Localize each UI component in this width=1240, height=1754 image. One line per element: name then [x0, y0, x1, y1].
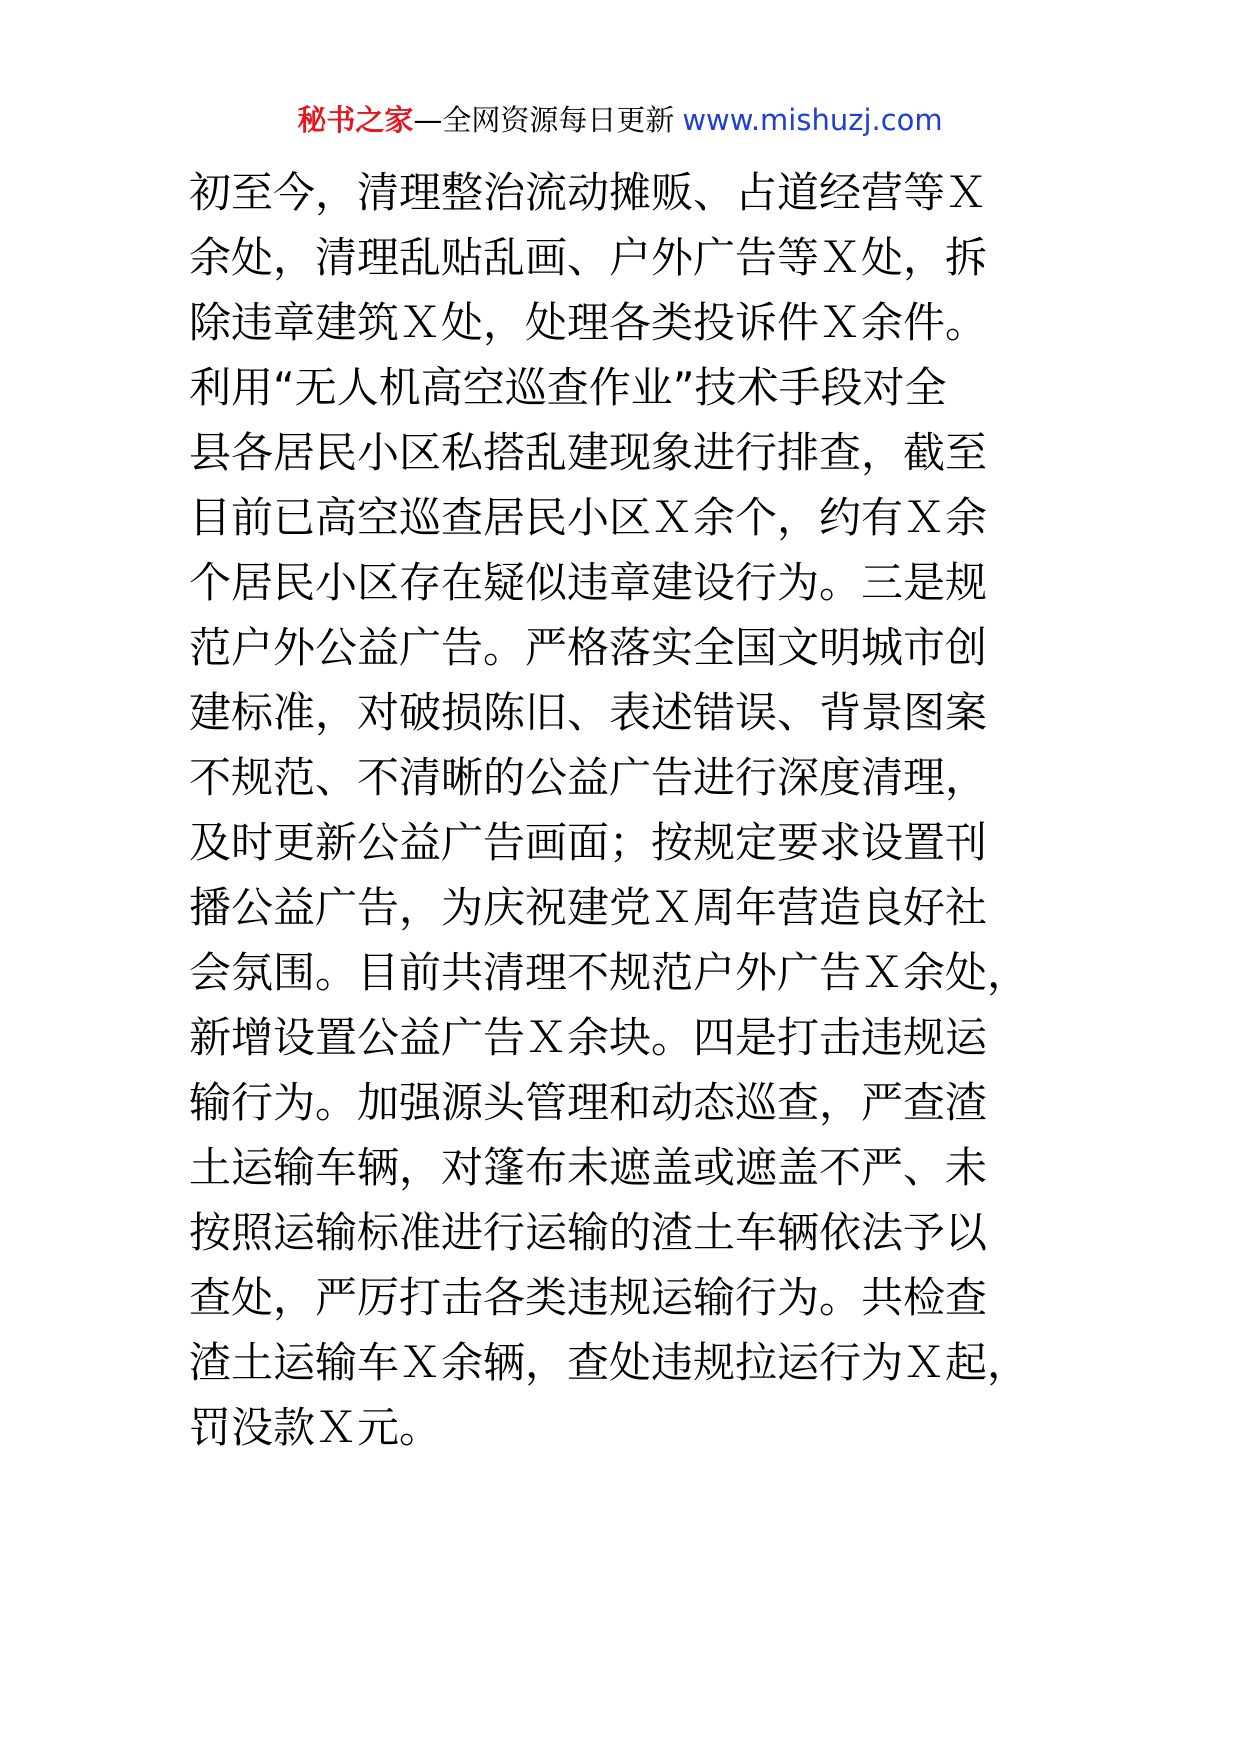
brand-name: 秘书之家 [297, 103, 414, 137]
text-line: 输行为。加强源头管理和动态巡查，严查渣 [189, 1078, 988, 1127]
text-line: 查处，严厉打击各类违规运输行为。共检查 [189, 1273, 988, 1322]
text-line: 范户外公益广告。严格落实全国文明城市创 [189, 623, 988, 672]
text-line: 不规范、不清晰的公益广告进行深度清理， [189, 753, 988, 802]
text-line: 余处，清理乱贴乱画、户外广告等Ｘ处，拆 [189, 233, 988, 282]
text-line: 按照运输标准进行运输的渣土车辆依法予以 [189, 1208, 988, 1257]
text-line: 建标准，对破损陈旧、表述错误、背景图案 [189, 688, 988, 737]
text-line: 个居民小区存在疑似违章建设行为。三是规 [189, 558, 988, 607]
page-header [0, 100, 1240, 140]
text-line: 罚没款Ｘ元。 [189, 1403, 442, 1452]
text-line: 除违章建筑Ｘ处，处理各类投诉件Ｘ余件。 [189, 298, 988, 347]
header-tagline: —全网资源每日更新 [413, 103, 675, 137]
text-line: 目前已高空巡查居民小区Ｘ余个，约有Ｘ余 [189, 493, 988, 542]
document-body [189, 160, 1069, 1460]
text-line: 初至今，清理整治流动摊贩、占道经营等Ｘ [189, 168, 988, 217]
text-line: 利用“无人机高空巡查作业”技术手段对全 [189, 363, 947, 412]
text-line: 新增设置公益广告Ｘ余块。四是打击违规运 [189, 1013, 988, 1062]
text-line: 土运输车辆，对篷布未遮盖或遮盖不严、未 [189, 1143, 988, 1192]
text-line: 会氛围。目前共清理不规范户外广告Ｘ余处， [189, 948, 1030, 997]
text-line: 县各居民小区私搭乱建现象进行排查，截至 [189, 428, 988, 477]
website-link[interactable]: www.mishuzj.com [682, 103, 943, 137]
text-line: 渣土运输车Ｘ余辆，查处违规拉运行为Ｘ起， [189, 1338, 1030, 1387]
text-line: 播公益广告，为庆祝建党Ｘ周年营造良好社 [189, 883, 988, 932]
text-line: 及时更新公益广告画面；按规定要求设置刊 [189, 818, 988, 867]
